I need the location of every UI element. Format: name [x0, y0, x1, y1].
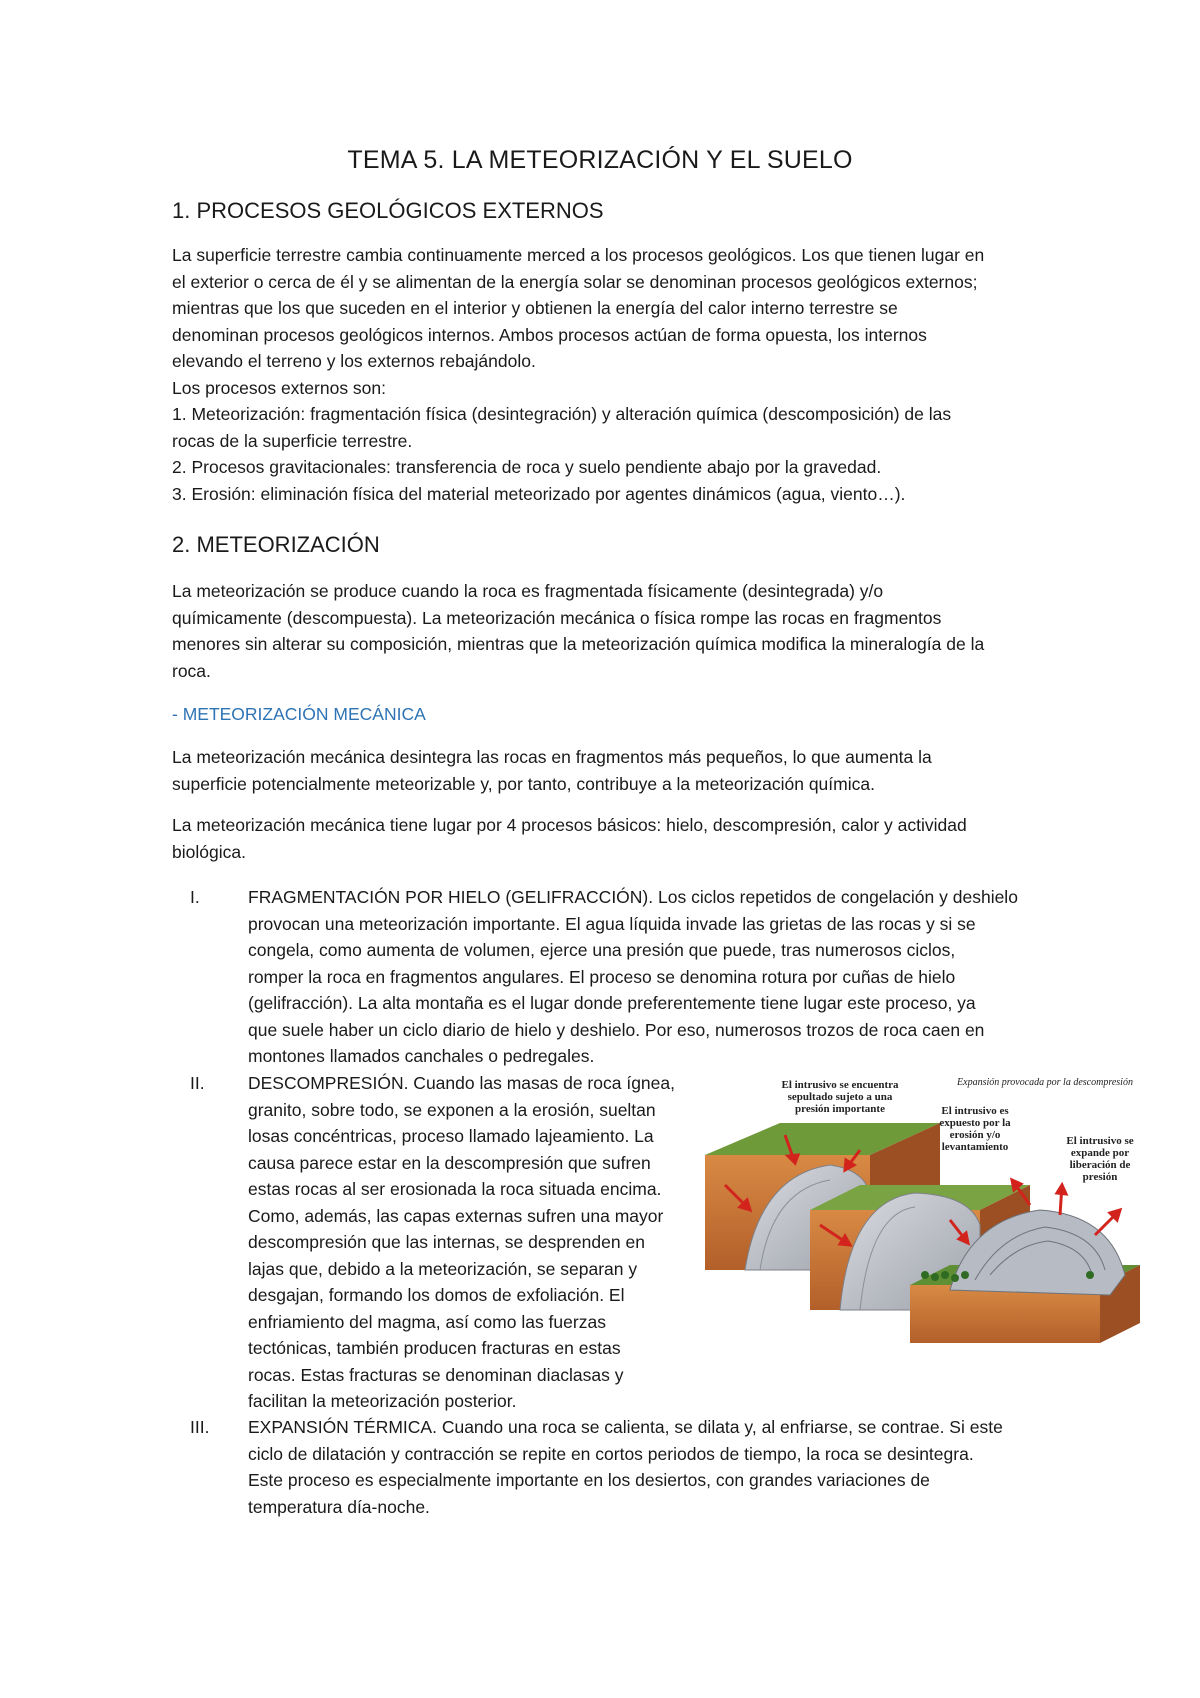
list-text	[248, 1070, 708, 1415]
section-heading-2: 2. METEORIZACIÓN	[172, 532, 380, 557]
label-line: erosión y/o	[949, 1129, 1001, 1141]
text-line: La meteorización se produce cuando la roca es fragmentada físicamente (desintegrada) y/o	[172, 581, 884, 601]
text-line: (gelifracción). La alta montaña es el lugar donde preferentemente tiene lugar este proceso, ya	[248, 993, 976, 1013]
list-text	[248, 884, 1018, 1070]
label-line: sepultado sujeto a una	[787, 1091, 893, 1103]
text-line: biológica.	[172, 841, 246, 862]
text-line: enfriamiento del magma, así como las fuerzas	[248, 1311, 606, 1332]
text-line: 2. Procesos gravitacionales: transferencia de roca y suelo pendiente abajo por la gravedad.	[172, 457, 882, 477]
text-line: el exterior o cerca de él y se alimentan de la energía solar se denominan procesos geológicos externos;	[172, 271, 978, 292]
text-line: causa parece estar en la descompresión que sufren	[248, 1152, 651, 1173]
text-line: La superficie terrestre cambia continuamente merced a los procesos geológicos. Los que tienen lugar en	[172, 245, 985, 265]
section1-paragraph	[172, 242, 1042, 507]
label-line: presión	[1082, 1171, 1118, 1183]
text-line: lajas que, debido a la meteorización, se separan y	[248, 1258, 638, 1279]
label-line: expande por	[1070, 1147, 1130, 1159]
text-line: DESCOMPRESIÓN. Cuando las masas de roca ígnea,	[248, 1073, 675, 1093]
text-line: Este proceso es especialmente importante en los desiertos, con grandes variaciones de	[248, 1470, 930, 1490]
text-line: granito, sobre todo, se exponen a la erosión, sueltan	[248, 1099, 656, 1120]
text-line: roca.	[172, 660, 211, 681]
text-line: 1. Meteorización: fragmentación física (desintegración) y alteración química (descomposición) de las	[172, 404, 952, 424]
label-line: liberación de	[1069, 1159, 1131, 1171]
figure-label-exposed	[915, 1105, 1035, 1153]
text-line: La meteorización mecánica desintegra las rocas en fragmentos más pequeños, lo que aumenta la	[172, 747, 932, 767]
text-line: descompresión que las internas, se desprenden en	[248, 1232, 645, 1252]
text-line: rocas de la superficie terrestre.	[172, 430, 413, 451]
text-line: menores sin alterar su composición, mientras que la meteorización química modifica la mineralogía de la	[172, 634, 985, 654]
text-line: elevando el terreno y los externos rebajándolo.	[172, 351, 536, 371]
text-line: provocan una meteorización importante. El agua líquida invade las grietas de las rocas y si se	[248, 913, 976, 934]
label-line: levantamiento	[941, 1141, 1009, 1153]
text-line: rocas. Estas fracturas se denominan diaclasas y	[248, 1364, 624, 1385]
document-title: TEMA 5. LA METEORIZACIÓN Y EL SUELO	[347, 146, 853, 174]
mechanical-paragraph	[172, 744, 1042, 797]
text-line: tectónicas, también producen fracturas en estas	[248, 1338, 621, 1358]
text-line: estas rocas al ser erosionada la roca situada encima.	[248, 1179, 662, 1199]
text-line: Los procesos externos son:	[172, 377, 387, 398]
text-line: denominan procesos geológicos internos. Ambos procesos actúan de forma opuesta, los internos	[172, 324, 927, 345]
text-line: superficie potencialmente meteorizable y, por tanto, contribuye a la meteorización química.	[172, 773, 875, 794]
list-number: I.	[190, 887, 200, 907]
text-line: mientras que los que suceden en el interior y obtienen la energía del calor interno terrestre se	[172, 298, 898, 318]
text-line: EXPANSIÓN TÉRMICA. Cuando una roca se calienta, se dilata y, al enfriarse, se contrae. Si este	[248, 1417, 1003, 1437]
label-line: El intrusivo se encuentra	[781, 1079, 899, 1091]
figure-label-expands	[1045, 1135, 1155, 1183]
text-line: 3. Erosión: eliminación física del material meteorizado por agentes dinámicos (agua, viento…).	[172, 483, 906, 504]
basic-processes-paragraph	[172, 812, 1042, 865]
text-line: que suele haber un ciclo diario de hielo y deshielo. Por eso, numerosos trozos de roca caen en	[248, 1019, 985, 1040]
text-line: losas concéntricas, proceso llamado lajeamiento. La	[248, 1126, 654, 1146]
section2-paragraph	[172, 578, 1042, 684]
section-heading-1: 1. PROCESOS GEOLÓGICOS EXTERNOS	[172, 198, 604, 223]
label-line: expuesto por la	[939, 1117, 1011, 1129]
text-line: temperatura día-noche.	[248, 1496, 430, 1517]
text-line: Como, además, las capas externas sufren una mayor	[248, 1205, 664, 1226]
figure-label-buried	[760, 1079, 920, 1115]
text-line: romper la roca en fragmentos angulares. El proceso se denomina rotura por cuñas de hielo	[248, 966, 956, 987]
exfoliation-diagram	[700, 1077, 1160, 1355]
text-line: FRAGMENTACIÓN POR HIELO (GELIFRACCIÓN). Los ciclos repetidos de congelación y deshielo	[248, 887, 1018, 907]
text-line: desgajan, formando los domos de exfoliación. El	[248, 1285, 625, 1305]
list-number: III.	[190, 1417, 210, 1437]
text-line: La meteorización mecánica tiene lugar por 4 procesos básicos: hielo, descompresión, calor y actividad	[172, 815, 967, 835]
figure-caption: Expansión provocada por la descompresión	[957, 1077, 1133, 1088]
text-line: ciclo de dilatación y contracción se repite en cortos periodos de tiempo, la roca se desintegra.	[248, 1443, 974, 1464]
text-line: congela, como aumenta de volumen, ejerce una presión que puede, tras numerosos ciclos,	[248, 940, 956, 960]
list-number: II.	[190, 1073, 205, 1093]
text-line: facilitan la meteorización posterior.	[248, 1391, 517, 1411]
list-text	[248, 1414, 1003, 1520]
label-line: presión importante	[795, 1103, 885, 1115]
label-line: El intrusivo se	[1066, 1135, 1134, 1147]
text-line: montones llamados canchales o pedregales.	[248, 1046, 595, 1066]
label-line: El intrusivo es	[941, 1105, 1009, 1117]
subsection-heading: - METEORIZACIÓN MECÁNICA	[172, 704, 426, 724]
text-line: químicamente (descompuesta). La meteorización mecánica o física rompe las rocas en fragmentos	[172, 607, 942, 628]
